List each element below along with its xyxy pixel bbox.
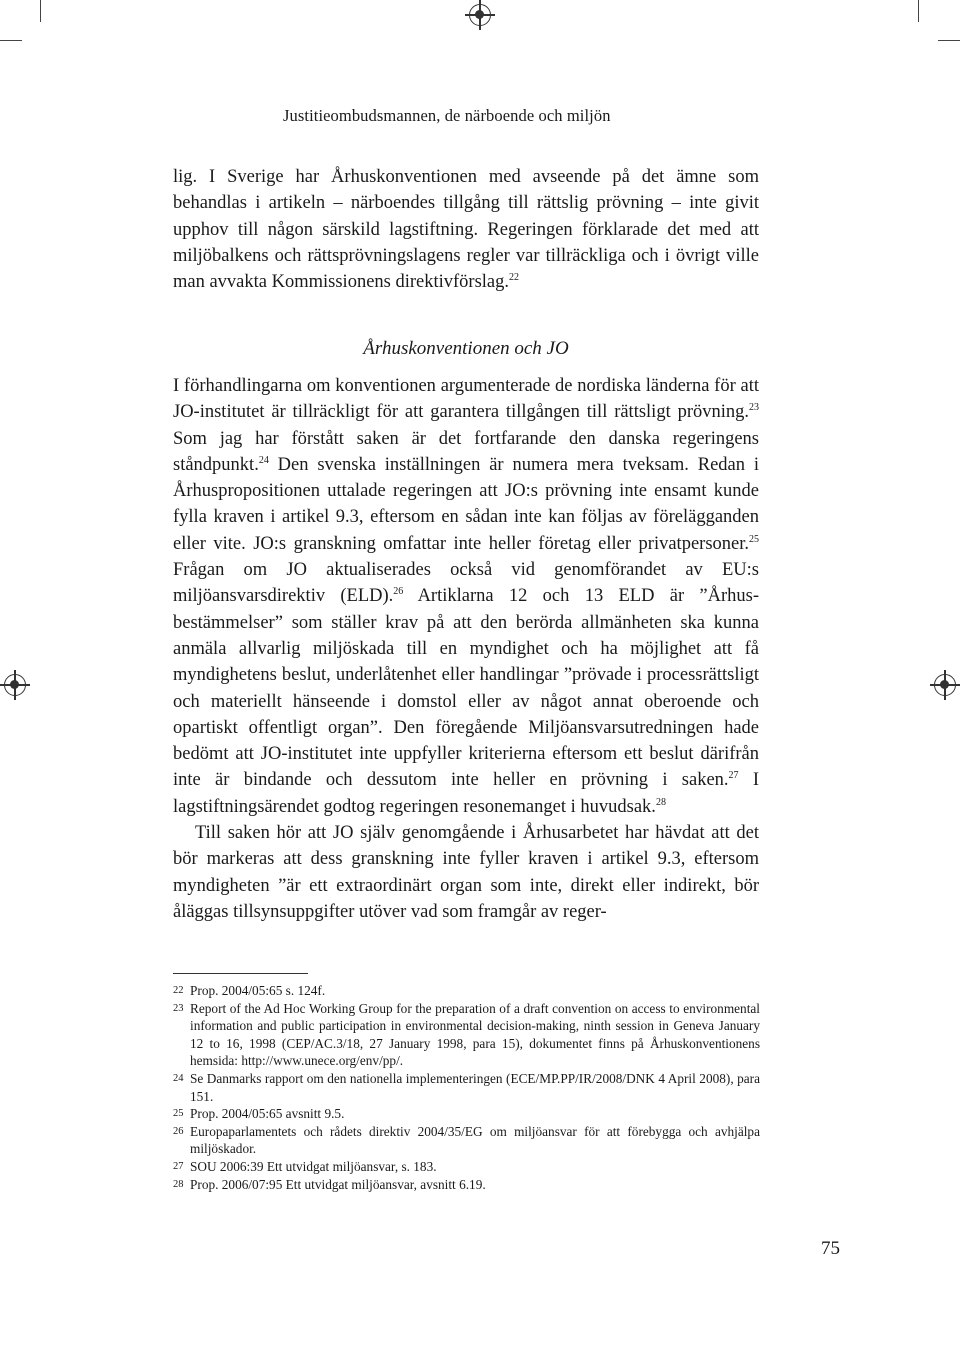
footnote-ref-25: 25	[749, 533, 759, 545]
footnote-text: Europaparlamentets och rådets direktiv 2004/35/EG om miljöansvar för att förebygga och avhjälpa miljöskador.	[190, 1123, 760, 1157]
footnote-ref-22: 22	[509, 272, 520, 284]
registration-mark-icon	[4, 674, 26, 696]
footnote-number: 23	[173, 1002, 184, 1014]
footnote	[173, 982, 760, 1000]
footnote-number: 24	[173, 1072, 184, 1084]
footnote-ref-23: 23	[749, 402, 759, 414]
paragraph-1-text: lig. I Sverige har Århuskonventionen med avseende på det ämne som behandlas i artikeln – närboendes tillgång till rättslig prövning – inte givit upphov till någon särskild lagstiftning. Regeringen förklarade det med att miljöbalkens och rättsprövningslagens regler var tillräckliga och i övrigt ville man avvakta Kommissionens direktivförslag.	[173, 167, 759, 293]
footnote-number: 22	[173, 985, 184, 996]
footnote	[173, 1070, 760, 1105]
registration-mark-icon	[469, 4, 491, 26]
paragraph-2-sentence-4: Frågan om JO aktualiserades också vid genomförandet av EU:s miljöansvarsdirektiv (ELD).	[173, 560, 759, 607]
footnote-number: 27	[173, 1160, 184, 1172]
paragraph-1	[173, 164, 759, 295]
paragraph-2-sentence-6: I lagstiftningsärendet godtog regeringen resonemanget i huvudsak.	[173, 770, 759, 817]
footnote-text: Prop. 2006/07:95 Ett utvidgat miljöansvar, avsnitt 6.19.	[190, 1176, 486, 1192]
footnote-text: Se Danmarks rapport om den nationella implementeringen (ECE/MP.PP/IR/2008/DNK 4 April 2008), para 151.	[190, 1070, 760, 1104]
footnote-ref-26: 26	[393, 586, 404, 598]
footnote-text: Report of the Ad Hoc Working Group for the preparation of a draft convention on access to environmental information and public participation in environmental decision-making, ninth session in Geneva January 12 to 16, 1998 (CEP/AC.3/18, 27 January 1998, para 15), dokumentet finns på Århuskonventionens hemsida: http://www.unece.org/env/pp/.	[190, 1000, 760, 1069]
paragraph-2-sentence-2: Som jag har förstått saken är det fortfarande den danska regeringens ståndpunkt.	[173, 428, 759, 475]
paragraph-2-sentence-3: Den svenska inställningen är numera mera tveksam. Redan i Århuspropositionen uttalade regeringen att JO:s prövning inte ensamt kunde fylla kraven i artikel 9.3, eftersom en sådan inte kan följas av förelägganden eller vite. JO:s granskning omfattar inte heller företag eller privatpersoner.	[173, 454, 759, 554]
footnote-number: 28	[173, 1178, 184, 1190]
footnote-number: 26	[173, 1125, 184, 1137]
page-number: 75	[821, 1238, 840, 1259]
footnote-ref-27: 27	[728, 770, 739, 782]
crop-mark-top-left-h	[0, 40, 22, 41]
footnote-ref-24: 24	[258, 454, 269, 466]
footnote-divider	[173, 973, 308, 974]
footnote	[173, 1176, 760, 1194]
paragraph-2-sentence-5: Artiklarna 12 och 13 ELD är ”Århus-bestämmelser” som ställer krav på att den berörda allmänheten ska kunna anmäla allvarlig miljöskada till en myndighet och ha möjlighet att få myndighetens beslut, underlåtenhet eller handlingar ”prövade i processrättsligt och materiellt hänseende i domstol eller av något annat oberoende och opartiskt offentligt organ”. Den föregående Miljöansvarsutredningen hade bedömt att JO-institutet inte uppfyller kriterierna eftersom ett beslut därifrån inte är bindande och dessutom inte heller en prövning i saken.	[173, 586, 760, 791]
footnote-number: 25	[173, 1108, 184, 1120]
footnote-ref-28: 28	[655, 796, 666, 808]
footnotes	[173, 982, 760, 1193]
footnote	[173, 1158, 760, 1176]
footnote	[173, 1123, 760, 1158]
crop-mark-top-left	[40, 0, 41, 22]
footnote-text: SOU 2006:39 Ett utvidgat miljöansvar, s. 183.	[190, 1158, 437, 1174]
footnote-text: Prop. 2004/05:65 s. 124f.	[190, 983, 326, 998]
section-heading: Århuskonventionen och JO	[363, 338, 569, 359]
footnote	[173, 1000, 760, 1070]
paragraph-3: Till saken hör att JO själv genomgående i Århusarbetet har hävdat att det bör markeras att dess granskning inte fyller kraven i artikel 9.3, eftersom myndigheten ”är ett extraordinärt organ som inte, direkt eller indirekt, bör åläggas tillsynsuppgifter utöver vad som framgår av reger-	[173, 823, 759, 922]
crop-mark-top-right	[918, 0, 919, 22]
footnote	[173, 1105, 760, 1123]
running-header: Justitieombudsmannen, de närboende och miljön	[283, 106, 611, 125]
crop-mark-top-right-h	[938, 40, 960, 41]
paragraph-2-sentence-1: I förhandlingarna om konventionen argumenterade de nordiska länderna för att JO-institutet är tillräckligt för att garantera tillgången till rättsligt prövning.	[173, 376, 759, 423]
paragraph-2	[173, 373, 759, 925]
footnote-text: Prop. 2004/05:65 avsnitt 9.5.	[190, 1106, 345, 1122]
registration-mark-icon	[934, 674, 956, 696]
